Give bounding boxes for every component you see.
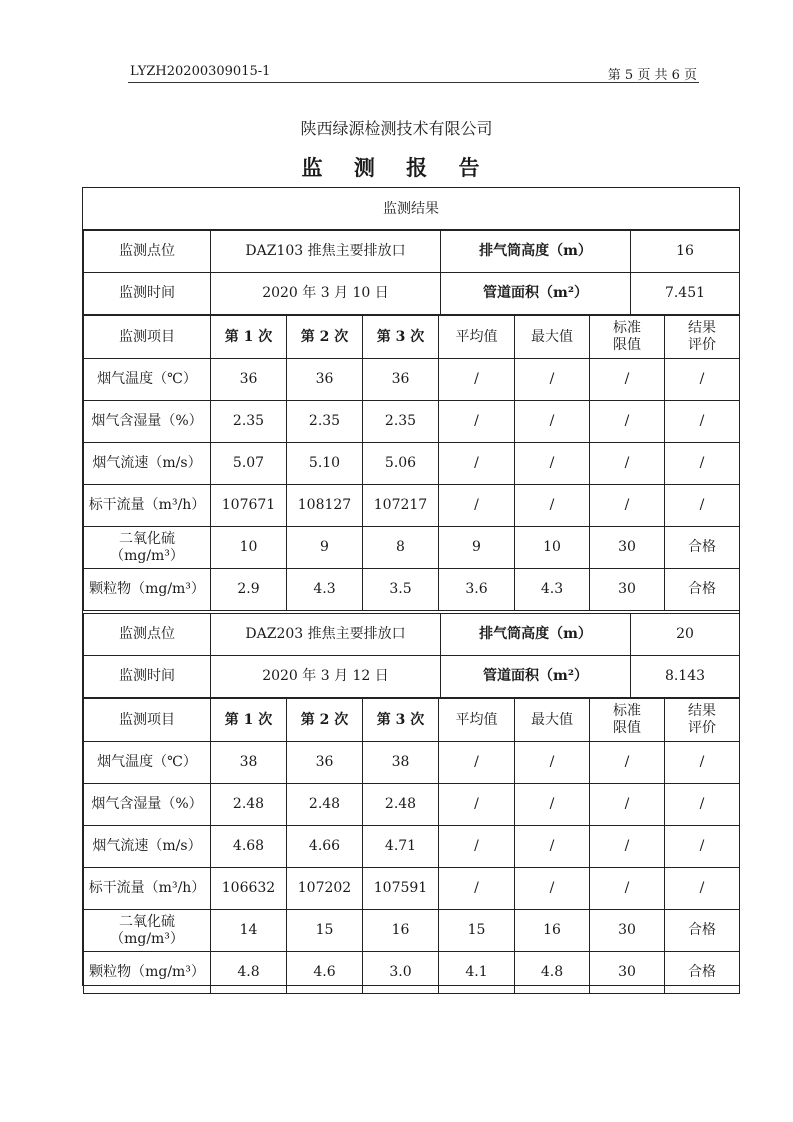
maximum-value: / (515, 868, 590, 910)
run2-header: 第 2 次 (287, 316, 363, 359)
limit-value: / (590, 742, 665, 784)
average-value: / (439, 443, 515, 485)
measurement-row (84, 359, 740, 401)
measurement-row (84, 952, 740, 994)
time-value: 2020 年 3 月 12 日 (211, 656, 441, 698)
evaluation-value: / (665, 401, 740, 443)
maximum-value: / (515, 784, 590, 826)
average-value: / (439, 868, 515, 910)
evaluation-value: / (665, 868, 740, 910)
company-name: 陕西绿源检测技术有限公司 (300, 119, 493, 138)
maximum-value: 10 (515, 527, 590, 569)
duct-area-label: 管道面积（m²） (441, 656, 631, 698)
run3-value: 5.06 (363, 443, 439, 485)
limit-value: / (590, 485, 665, 527)
average-header: 平均值 (439, 316, 515, 359)
run3-value: 2.35 (363, 401, 439, 443)
run3-value: 3.0 (363, 952, 439, 994)
item-name (84, 527, 211, 569)
maximum-value: 4.3 (515, 569, 590, 611)
item-name-line1: 二氧化硫 (119, 530, 175, 547)
run3-value: 16 (363, 910, 439, 952)
evaluation-header-line2: 评价 (688, 720, 716, 736)
measurement-row (84, 569, 740, 611)
duct-area-label: 管道面积（m²） (441, 273, 631, 315)
limit-value: / (590, 443, 665, 485)
measurement-row (84, 401, 740, 443)
maximum-value: / (515, 485, 590, 527)
run3-value: 36 (363, 359, 439, 401)
item-name (84, 485, 211, 527)
point-row (84, 231, 740, 273)
stack-height-value: 16 (631, 231, 740, 273)
limit-header (590, 316, 665, 359)
evaluation-value: / (665, 443, 740, 485)
limit-value: 30 (590, 952, 665, 994)
stack-height-label: 排气筒高度（m） (441, 231, 631, 273)
item-name (84, 826, 211, 868)
point-label: 监测点位 (84, 614, 211, 656)
run1-header: 第 1 次 (211, 699, 287, 742)
evaluation-value: 合格 (665, 952, 740, 994)
point-value: DAZ203 推焦主要排放口 (211, 614, 441, 656)
run3-value: 2.48 (363, 784, 439, 826)
limit-value: 30 (590, 569, 665, 611)
duct-area-value: 7.451 (631, 273, 740, 315)
measurement-row (84, 485, 740, 527)
run3-value: 107591 (363, 868, 439, 910)
evaluation-header (665, 316, 740, 359)
point-info-table (83, 613, 740, 698)
evaluation-value: / (665, 826, 740, 868)
run1-header: 第 1 次 (211, 316, 287, 359)
results-frame (82, 187, 740, 986)
run1-value: 5.07 (211, 443, 287, 485)
average-value: / (439, 401, 515, 443)
run3-value: 3.5 (363, 569, 439, 611)
run1-value: 4.68 (211, 826, 287, 868)
measurement-row (84, 784, 740, 826)
item-name (84, 952, 211, 994)
point-info-table (83, 230, 740, 315)
evaluation-header-line2: 评价 (688, 337, 716, 353)
limit-value: / (590, 359, 665, 401)
limit-value: / (590, 401, 665, 443)
item-name-line1: 颗粒物（mg/m³） (89, 964, 205, 980)
evaluation-value: / (665, 485, 740, 527)
maximum-value: / (515, 826, 590, 868)
item-name (84, 569, 211, 611)
run2-value: 36 (287, 359, 363, 401)
run3-header: 第 3 次 (363, 699, 439, 742)
item-name-line1: 标干流量（m³/h） (88, 880, 206, 896)
limit-header-line2: 限值 (613, 337, 641, 353)
measurement-table (83, 315, 740, 611)
average-value: / (439, 485, 515, 527)
measurement-row (84, 910, 740, 952)
measurement-header-row (84, 699, 740, 742)
item-header: 监测项目 (84, 699, 211, 742)
average-value: 15 (439, 910, 515, 952)
run2-value: 5.10 (287, 443, 363, 485)
report-title: 监 测 报 告 (301, 155, 492, 180)
run2-value: 4.6 (287, 952, 363, 994)
average-value: 3.6 (439, 569, 515, 611)
run1-value: 2.48 (211, 784, 287, 826)
average-value: 9 (439, 527, 515, 569)
evaluation-value: / (665, 359, 740, 401)
maximum-header: 最大值 (515, 699, 590, 742)
time-row (84, 656, 740, 698)
item-name (84, 784, 211, 826)
average-value: / (439, 742, 515, 784)
evaluation-header-line1: 结果 (688, 703, 716, 719)
run3-value: 107217 (363, 485, 439, 527)
maximum-value: / (515, 359, 590, 401)
average-value: / (439, 359, 515, 401)
run1-value: 14 (211, 910, 287, 952)
item-header: 监测项目 (84, 316, 211, 359)
point-row (84, 614, 740, 656)
run1-value: 38 (211, 742, 287, 784)
limit-value: / (590, 826, 665, 868)
evaluation-header (665, 699, 740, 742)
evaluation-value: 合格 (665, 569, 740, 611)
run1-value: 2.9 (211, 569, 287, 611)
run2-value: 2.35 (287, 401, 363, 443)
item-name (84, 742, 211, 784)
item-name-line2: （mg/m³） (110, 930, 184, 947)
run2-value: 108127 (287, 485, 363, 527)
average-value: / (439, 826, 515, 868)
run3-value: 8 (363, 527, 439, 569)
item-name (84, 359, 211, 401)
monitoring-block-1 (83, 230, 739, 611)
run2-value: 15 (287, 910, 363, 952)
item-name (84, 910, 211, 952)
run1-value: 10 (211, 527, 287, 569)
item-name (84, 401, 211, 443)
time-label: 监测时间 (84, 273, 211, 315)
limit-header-line1: 标准 (613, 320, 641, 336)
item-name-line2: （mg/m³） (110, 547, 184, 564)
run2-value: 107202 (287, 868, 363, 910)
item-name-line1: 二氧化硫 (119, 913, 175, 930)
stack-height-label: 排气筒高度（m） (441, 614, 631, 656)
run2-value: 36 (287, 742, 363, 784)
limit-header (590, 699, 665, 742)
header-divider (128, 82, 699, 83)
item-name (84, 868, 211, 910)
evaluation-value: / (665, 784, 740, 826)
run1-value: 36 (211, 359, 287, 401)
maximum-value: / (515, 742, 590, 784)
item-name-line1: 烟气流速（m/s） (92, 838, 202, 854)
time-row (84, 273, 740, 315)
time-value: 2020 年 3 月 10 日 (211, 273, 441, 315)
run3-value: 38 (363, 742, 439, 784)
item-name-line1: 烟气流速（m/s） (92, 455, 202, 471)
run3-value: 4.71 (363, 826, 439, 868)
point-label: 监测点位 (84, 231, 211, 273)
run2-value: 4.3 (287, 569, 363, 611)
run2-header: 第 2 次 (287, 699, 363, 742)
item-name-line1: 烟气含湿量（%） (91, 796, 203, 812)
measurement-row (84, 742, 740, 784)
item-name-line1: 烟气温度（℃） (97, 754, 197, 770)
average-value: 4.1 (439, 952, 515, 994)
measurement-row (84, 527, 740, 569)
stack-height-value: 20 (631, 614, 740, 656)
evaluation-value: 合格 (665, 910, 740, 952)
measurement-table (83, 698, 740, 994)
average-value: / (439, 784, 515, 826)
page-indicator: 第 5 页 共 6 页 (607, 68, 697, 83)
run1-value: 107671 (211, 485, 287, 527)
maximum-value: 4.8 (515, 952, 590, 994)
limit-value: 30 (590, 527, 665, 569)
run1-value: 4.8 (211, 952, 287, 994)
limit-value: / (590, 868, 665, 910)
run2-value: 9 (287, 527, 363, 569)
item-name (84, 443, 211, 485)
evaluation-header-line1: 结果 (688, 320, 716, 336)
monitoring-block-2 (83, 613, 739, 994)
evaluation-value: / (665, 742, 740, 784)
measurement-header-row (84, 316, 740, 359)
duct-area-value: 8.143 (631, 656, 740, 698)
limit-value: 30 (590, 910, 665, 952)
maximum-value: 16 (515, 910, 590, 952)
limit-header-line2: 限值 (613, 720, 641, 736)
item-name-line1: 标干流量（m³/h） (88, 497, 206, 513)
maximum-value: / (515, 443, 590, 485)
item-name-line1: 烟气温度（℃） (97, 371, 197, 387)
run3-header: 第 3 次 (363, 316, 439, 359)
run1-value: 106632 (211, 868, 287, 910)
document-number: LYZH20200309015-1 (130, 64, 271, 79)
run2-value: 4.66 (287, 826, 363, 868)
limit-header-line1: 标准 (613, 703, 641, 719)
limit-value: / (590, 784, 665, 826)
results-section-title: 监测结果 (83, 188, 739, 230)
item-name-line1: 颗粒物（mg/m³） (89, 581, 205, 597)
item-name-line1: 烟气含湿量（%） (91, 413, 203, 429)
average-header: 平均值 (439, 699, 515, 742)
measurement-row (84, 443, 740, 485)
evaluation-value: 合格 (665, 527, 740, 569)
maximum-value: / (515, 401, 590, 443)
measurement-row (84, 868, 740, 910)
run1-value: 2.35 (211, 401, 287, 443)
measurement-row (84, 826, 740, 868)
point-value: DAZ103 推焦主要排放口 (211, 231, 441, 273)
time-label: 监测时间 (84, 656, 211, 698)
run2-value: 2.48 (287, 784, 363, 826)
maximum-header: 最大值 (515, 316, 590, 359)
